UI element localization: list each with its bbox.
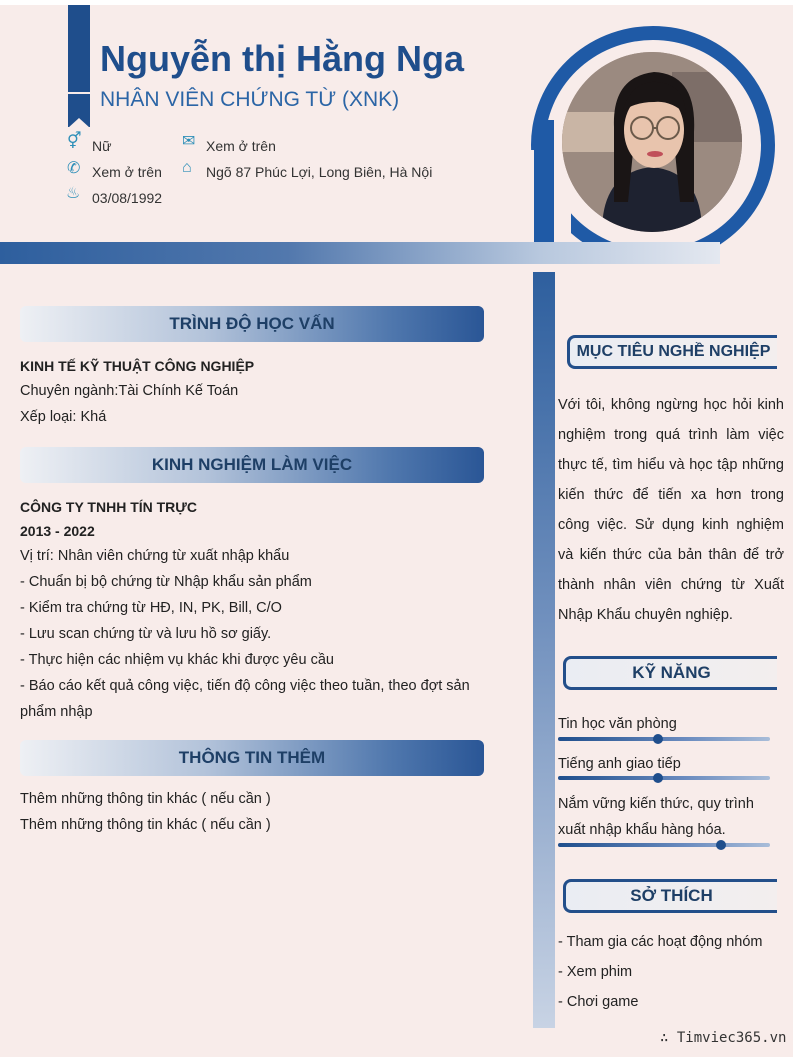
experience-line: - Chuẩn bị bộ chứng từ Nhập khẩu sản phẩm: [20, 574, 312, 590]
experience-line: - Kiểm tra chứng từ HĐ, IN, PK, Bill, C/O: [20, 600, 282, 616]
birthdate-value: 03/08/1992: [92, 190, 163, 206]
hobby-item: - Chơi game: [558, 994, 639, 1010]
experience-heading: KINH NGHIỆM LÀM VIỆC: [20, 447, 484, 483]
skill-level-marker: [653, 773, 663, 783]
avatar: [562, 52, 742, 232]
brand-watermark[interactable]: ∴ Timviec365.vn: [660, 1030, 787, 1046]
skill-level-marker: [653, 734, 663, 744]
education-school: KINH TẾ KỸ THUẬT CÔNG NGHIỆP: [20, 358, 255, 374]
experience-period: 2013 - 2022: [20, 523, 95, 539]
skill-bar: [558, 843, 770, 847]
skill-label: Nắm vững kiến thức, quy trình: [558, 796, 754, 812]
hobbies-heading: SỞ THÍCH: [563, 879, 777, 913]
experience-line: - Thực hiện các nhiệm vụ khác khi được yêu cầu: [20, 652, 334, 668]
objective-heading: MỤC TIÊU NGHỀ NGHIỆP: [567, 335, 777, 369]
email-value: Xem ở trên: [206, 138, 276, 154]
skill-bar: [558, 776, 770, 780]
skills-heading: KỸ NĂNG: [563, 656, 777, 690]
extra-info-line: Thêm những thông tin khác ( nếu cần ): [20, 817, 271, 833]
phone-icon: ✆: [67, 160, 81, 177]
home-icon: ⌂: [182, 159, 192, 176]
experience-line: - Báo cáo kết quả công việc, tiến độ công việc theo tuần, theo đợt sản: [20, 678, 470, 694]
mail-icon: ✉: [182, 133, 196, 150]
ribbon-divider: [68, 92, 90, 94]
address-value: Ngõ 87 Phúc Lợi, Long Biên, Hà Nội: [206, 164, 433, 180]
experience-line: phẩm nhập: [20, 704, 93, 720]
experience-company: CÔNG TY TNHH TÍN TRỰC: [20, 499, 198, 515]
education-grade: Xếp loại: Khá: [20, 409, 107, 425]
gender-icon: ⚥: [67, 133, 82, 150]
skill-label: Tin học văn phòng: [558, 716, 677, 732]
experience-line: - Lưu scan chứng từ và lưu hồ sơ giấy.: [20, 626, 272, 642]
education-heading: TRÌNH ĐỘ HỌC VẤN: [20, 306, 484, 342]
cake-icon: ♨: [66, 185, 81, 202]
skill-label-continued: xuất nhập khẩu hàng hóa.: [558, 822, 726, 838]
hobby-item: - Xem phim: [558, 964, 633, 980]
skill-bar: [558, 737, 770, 741]
bookmark-ribbon: [68, 5, 90, 127]
education-major: Chuyên ngành:Tài Chính Kế Toán: [20, 383, 239, 399]
header-band: [0, 242, 720, 264]
objective-text: Với tôi, không ngừng học hỏi kinh nghiệm trong quá trình làm việc thực tế, tìm hiểu và học tập những kiến thức để tiến xa hơn trong công việc. Sử dụng kinh nghiệm và kiến thức của bản thân để trở thành nhân viên chứng từ Xuất Nhập Khẩu chuyên nghiệp.: [558, 397, 784, 623]
gender-value: Nữ: [92, 138, 112, 154]
experience-line: Vị trí: Nhân viên chứng từ xuất nhập khẩu: [20, 548, 290, 564]
job-title: NHÂN VIÊN CHỨNG TỪ (XNK): [100, 88, 400, 111]
hobby-item: - Tham gia các hoạt động nhóm: [558, 934, 763, 950]
sidebar-divider: [533, 272, 555, 1028]
portrait-illustration: [562, 52, 742, 232]
skill-label: Tiếng anh giao tiếp: [558, 756, 681, 772]
extra-info-heading: THÔNG TIN THÊM: [20, 740, 484, 776]
phone-value: Xem ở trên: [92, 164, 162, 180]
extra-info-line: Thêm những thông tin khác ( nếu cần ): [20, 791, 271, 807]
candidate-name: Nguyễn thị Hằng Nga: [100, 38, 465, 79]
